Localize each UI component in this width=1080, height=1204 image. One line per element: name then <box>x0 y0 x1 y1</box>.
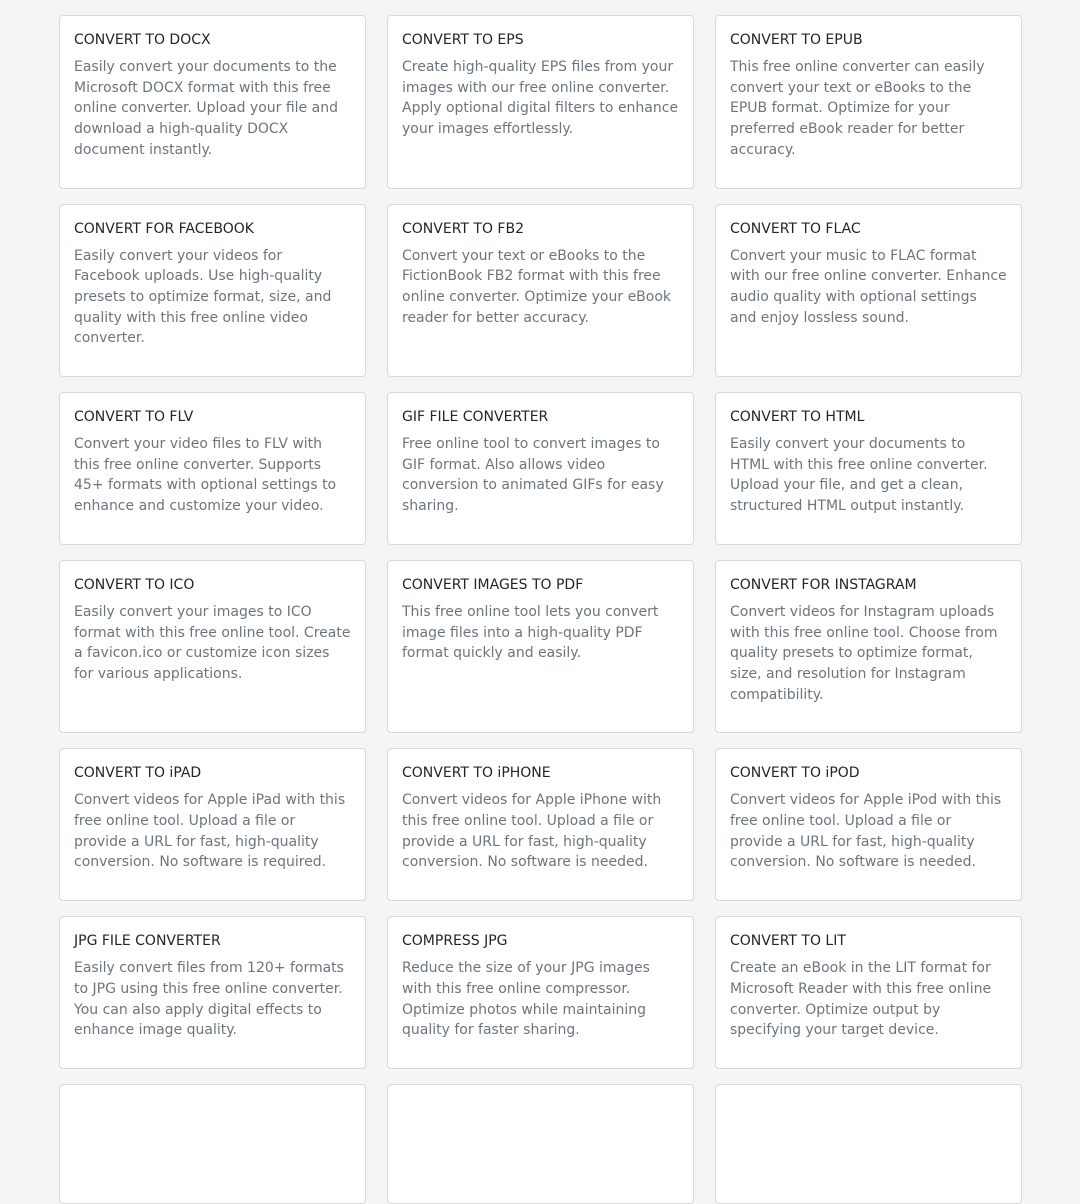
card-description: Easily convert your videos for Facebook uploads. Use high-quality presets to optimize format, size, and quality with this free online video converter. <box>74 247 332 347</box>
converter-card[interactable] <box>715 748 1022 901</box>
card-title: CONVERT TO EPS <box>402 32 524 48</box>
card-title: GIF FILE CONVERTER <box>402 409 549 426</box>
card-description: Easily convert your documents to the Microsoft DOCX format with this free online converter. Upload your file and download a high-quality DOCX document instantly. <box>74 59 338 158</box>
converter-card[interactable] <box>387 916 694 1069</box>
card-title: CONVERT FOR INSTAGRAM <box>730 576 917 593</box>
converter-card[interactable] <box>59 15 366 189</box>
card-title: CONVERT TO FLV <box>74 409 194 426</box>
converter-card[interactable] <box>715 916 1022 1069</box>
converter-card[interactable] <box>59 560 366 734</box>
converter-card[interactable] <box>715 392 1022 545</box>
card-description: This free online tool lets you convert image files into a high-quality PDF format quickly and easily. <box>402 603 659 662</box>
converter-card[interactable] <box>387 560 694 734</box>
converter-card[interactable] <box>715 204 1022 378</box>
card-title: CONVERT TO ICO <box>74 576 195 593</box>
card-description: Convert your video files to FLV with this free online converter. Supports 45+ formats with optional settings to enhance and customize your video. <box>74 436 337 515</box>
card-description: Convert videos for Apple iPod with this free online tool. Upload a file or provide a URL for fast, high-quality conversion. No software is needed. <box>730 792 1002 871</box>
card-description: Free online tool to convert images to GIF format. Also allows video conversion to animated GIFs for easy sharing. <box>402 436 664 515</box>
converter-card[interactable] <box>59 916 366 1069</box>
converter-card-grid <box>59 15 1022 1204</box>
converter-card[interactable] <box>59 392 366 545</box>
card-title: COMPRESS JPG <box>402 933 508 950</box>
card-title: CONVERT TO DOCX <box>74 32 211 48</box>
card-description: Easily convert files from 120+ formats to JPG using this free online converter. You can also apply digital effects to enhance image quality. <box>74 960 344 1039</box>
card-description: Convert your music to FLAC format with our free online converter. Enhance audio quality with optional settings and enjoy lossless sound. <box>730 247 1007 326</box>
converter-card[interactable] <box>387 748 694 901</box>
card-title: CONVERT IMAGES TO PDF <box>402 576 584 593</box>
card-title: CONVERT TO EPUB <box>730 32 863 48</box>
converter-card[interactable] <box>387 392 694 545</box>
card-title: CONVERT TO iPHONE <box>402 765 551 782</box>
converter-card[interactable] <box>387 15 694 189</box>
card-description: Convert videos for Apple iPad with this free online tool. Upload a file or provide a URL for fast, high-quality conversion. No software is required. <box>74 792 346 871</box>
card-description: Convert videos for Apple iPhone with this free online tool. Upload a file or provide a URL for fast, high-quality conversion. No software is needed. <box>402 792 662 871</box>
card-title: CONVERT TO iPOD <box>730 765 860 782</box>
converter-card[interactable] <box>715 15 1022 189</box>
converter-card[interactable] <box>59 1084 366 1204</box>
converter-card[interactable] <box>715 1084 1022 1204</box>
card-description: Convert videos for Instagram uploads with this free online tool. Choose from quality presets to optimize format, size, and resolution for Instagram compatibility. <box>730 603 998 703</box>
card-title: CONVERT TO FLAC <box>730 220 861 237</box>
card-description: Create an eBook in the LIT format for Microsoft Reader with this free online converter. Optimize output by specifying your target device. <box>730 960 992 1039</box>
card-description: Convert your text or eBooks to the FictionBook FB2 format with this free online converter. Optimize your eBook reader for better accuracy. <box>402 247 672 326</box>
card-title: CONVERT TO iPAD <box>74 765 202 782</box>
card-title: CONVERT TO FB2 <box>402 220 524 237</box>
card-title: JPG FILE CONVERTER <box>74 933 221 950</box>
converter-card[interactable] <box>59 748 366 901</box>
card-description: This free online converter can easily convert your text or eBooks to the EPUB format. Optimize for your preferred eBook reader for better accuracy. <box>730 59 985 158</box>
card-title: CONVERT TO LIT <box>730 933 846 950</box>
card-description: Easily convert your documents to HTML with this free online converter. Upload your file, and get a clean, structured HTML output instantly. <box>730 436 988 515</box>
card-description: Easily convert your images to ICO format with this free online tool. Create a favicon.ico or customize icon sizes for various applications. <box>74 603 351 682</box>
converter-card[interactable] <box>59 204 366 378</box>
card-title: CONVERT TO HTML <box>730 409 865 426</box>
card-description: Create high-quality EPS files from your images with our free online converter. Apply optional digital filters to enhance your images effortlessly. <box>402 59 679 138</box>
converter-card[interactable] <box>387 1084 694 1204</box>
converter-card[interactable] <box>715 560 1022 734</box>
converter-card[interactable] <box>387 204 694 378</box>
card-description: Reduce the size of your JPG images with this free online compressor. Optimize photos while maintaining quality for faster sharing. <box>402 960 650 1039</box>
card-title: CONVERT FOR FACEBOOK <box>74 220 254 237</box>
